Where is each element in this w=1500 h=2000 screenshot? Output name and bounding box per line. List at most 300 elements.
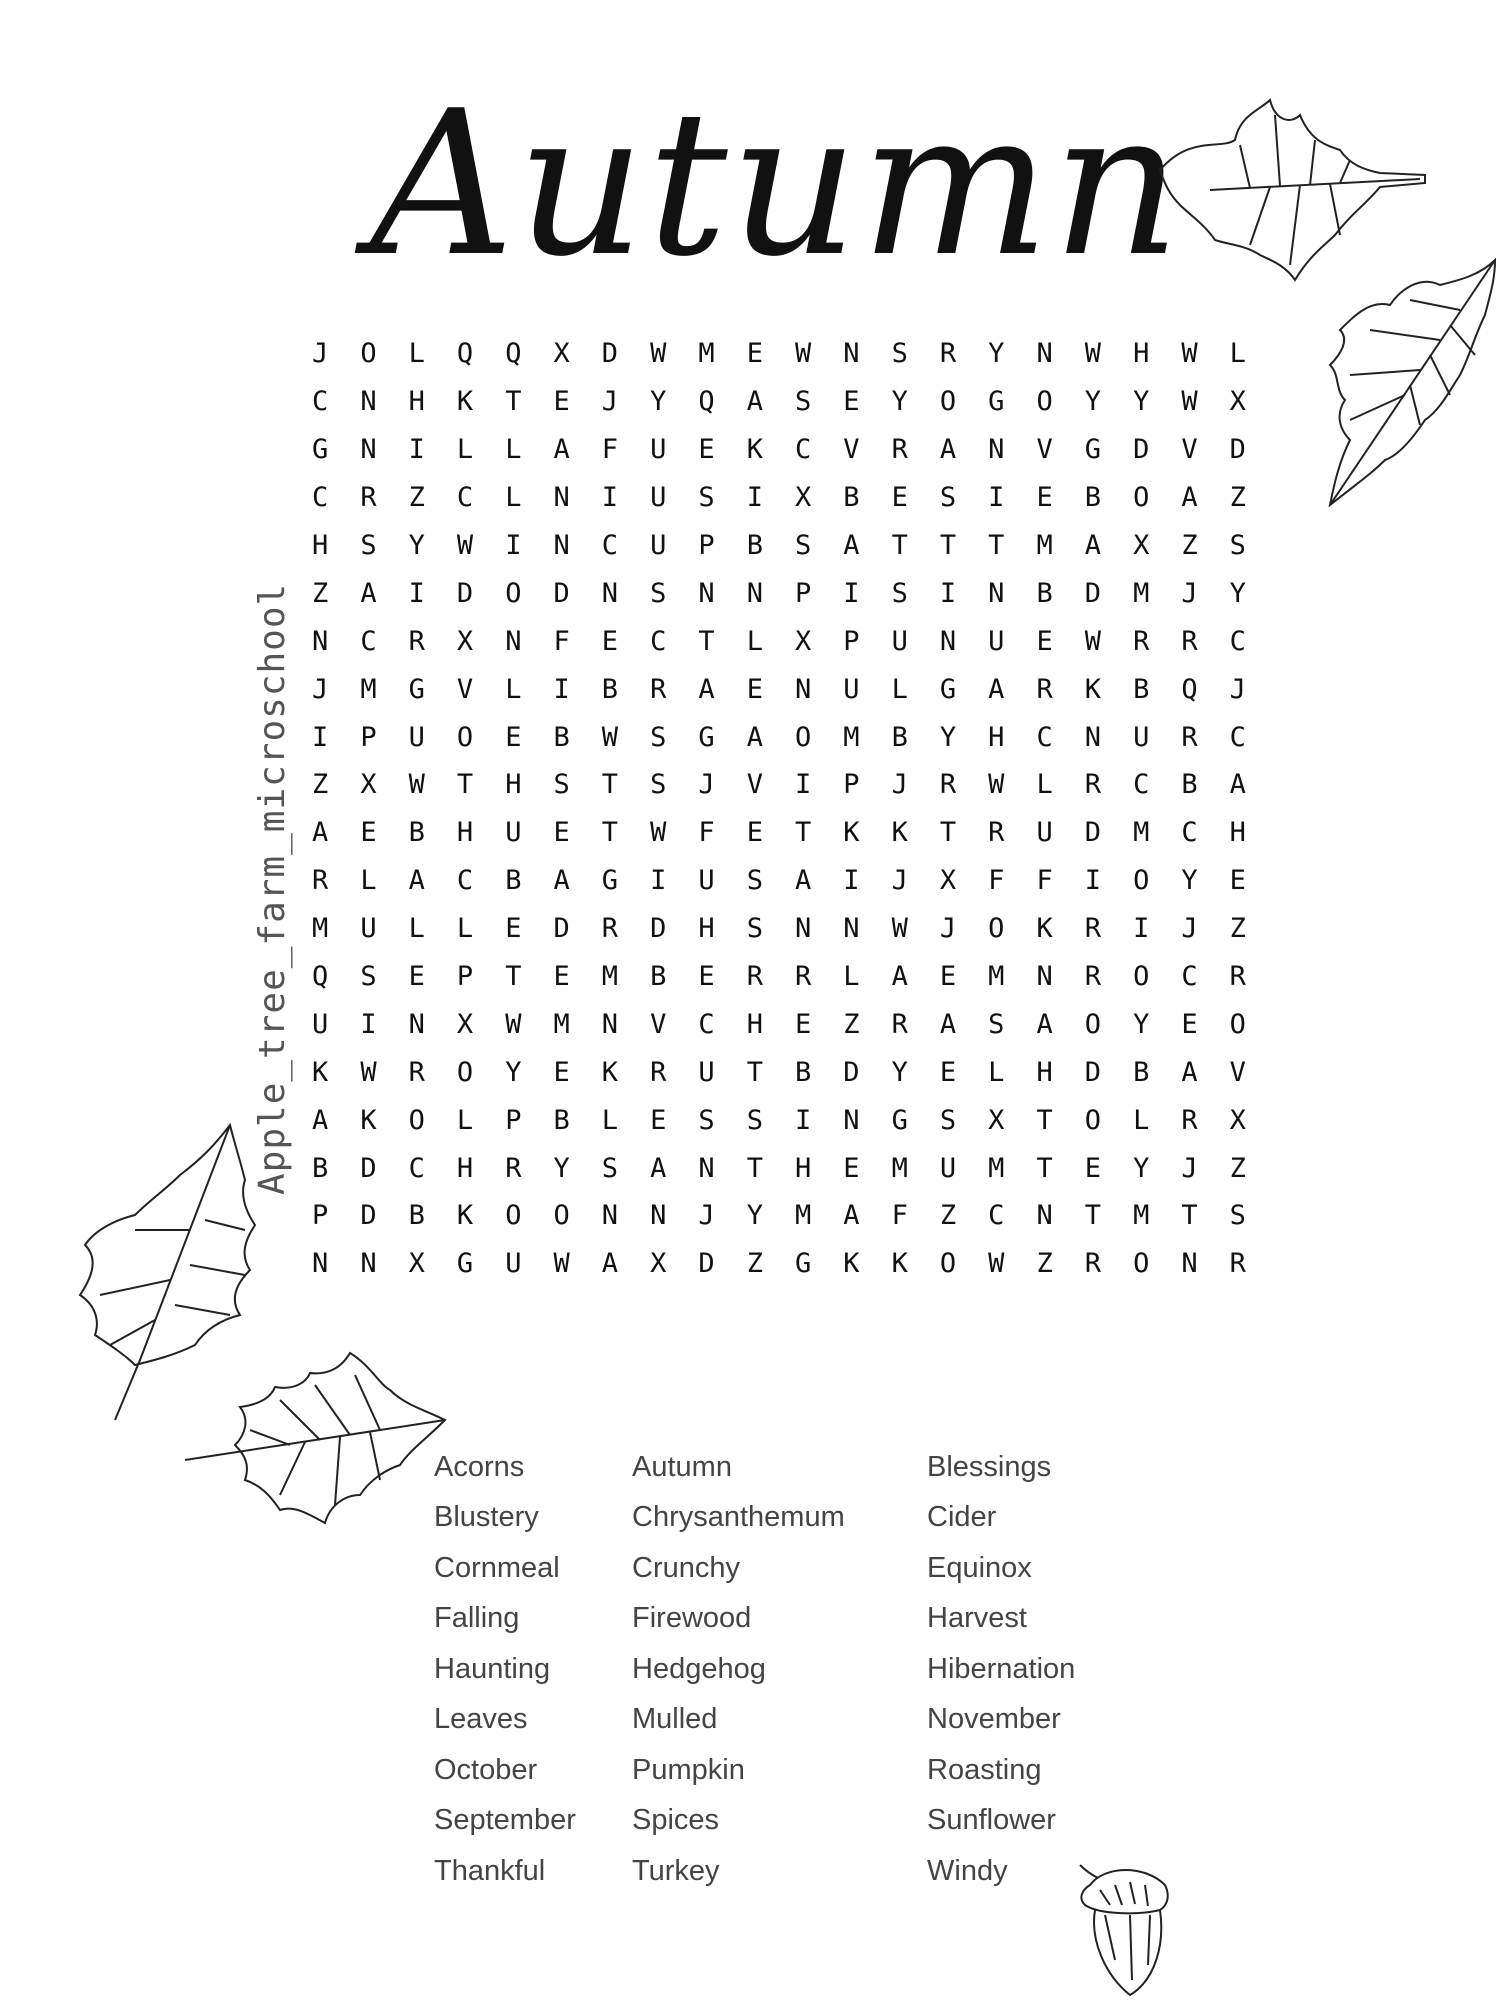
grid-cell: H [505, 769, 522, 801]
word-list-item: Turkey [632, 1854, 720, 1887]
grid-cell: K [1036, 913, 1053, 945]
grid-cell: R [1084, 961, 1102, 993]
grid-cell: B [1133, 673, 1150, 705]
word-list-item: October [434, 1753, 538, 1786]
grid-cell: J [312, 338, 329, 370]
grid-cell: D [601, 338, 619, 370]
grid-cell: C [1036, 721, 1053, 753]
grid-cell: W [794, 338, 812, 370]
grid-cell: O [939, 386, 957, 418]
grid-cell: E [601, 625, 619, 657]
grid-cell: P [843, 625, 860, 657]
grid-cell: E [1084, 1152, 1102, 1184]
grid-cell: S [746, 865, 763, 897]
grid-row [296, 953, 1262, 1001]
grid-cell: U [988, 625, 1005, 657]
word-list-item: Pumpkin [632, 1753, 745, 1786]
grid-cell: R [1084, 1248, 1102, 1280]
grid-cell: M [794, 1200, 812, 1232]
grid-cell: W [1181, 338, 1198, 370]
grid-cell: X [553, 338, 570, 370]
grid-cell: N [843, 1104, 860, 1136]
grid-cell: U [312, 1008, 329, 1040]
grid-cell: K [891, 1248, 908, 1280]
grid-cell: S [794, 386, 812, 418]
word-list-item: Blustery [434, 1501, 539, 1534]
grid-cell: A [1229, 769, 1246, 801]
grid-cell: N [939, 625, 957, 657]
grid-cell: L [456, 434, 474, 466]
grid-cell: T [1084, 1200, 1102, 1232]
grid-cell: S [1229, 1200, 1246, 1232]
grid-cell: D [1133, 434, 1150, 466]
grid-cell: S [988, 1008, 1005, 1040]
grid-cell: G [1084, 434, 1102, 466]
grid-cell: D [1229, 434, 1246, 466]
grid-cell: Z [1181, 530, 1198, 561]
grid-cell: M [1133, 817, 1150, 849]
grid-cell: C [601, 530, 619, 561]
grid-cell: R [939, 338, 957, 370]
grid-cell: S [650, 769, 667, 801]
grid-cell: D [360, 1152, 377, 1184]
grid-cell: O [408, 1104, 425, 1136]
grid-cell: Z [312, 769, 329, 801]
grid-cell: N [843, 913, 860, 945]
grid-row [296, 1000, 1262, 1048]
grid-cell: R [312, 865, 329, 897]
grid-cell: Z [408, 482, 425, 514]
grid-cell: O [553, 1200, 570, 1232]
grid-cell: D [553, 577, 570, 609]
grid-cell: N [360, 1248, 377, 1280]
grid-cell: U [650, 434, 667, 466]
word-list-item: Acorns [434, 1450, 525, 1483]
grid-cell: W [650, 817, 667, 849]
grid-cell: D [1084, 1056, 1102, 1088]
grid-cell: U [505, 1248, 522, 1280]
grid-cell: Q [698, 386, 715, 418]
grid-cell: I [360, 1008, 377, 1040]
grid-cell: L [843, 961, 860, 993]
grid-cell: D [843, 1056, 860, 1088]
word-list-item: Thankful [434, 1854, 546, 1887]
grid-cell: R [360, 482, 377, 514]
grid-cell: E [698, 434, 715, 466]
grid-row [296, 378, 1262, 426]
grid-cell: N [1181, 1248, 1198, 1280]
grid-cell: W [553, 1248, 570, 1280]
grid-cell: A [1036, 1008, 1053, 1040]
grid-cell: E [1229, 865, 1246, 897]
grid-cell: I [794, 1104, 812, 1136]
grid-cell: N [1036, 338, 1053, 370]
acorn-icon [1060, 1860, 1180, 2000]
grid-cell: R [746, 961, 763, 993]
grid-cell: X [939, 865, 957, 897]
grid-cell: Q [1181, 673, 1198, 705]
grid-cell: O [1133, 961, 1150, 993]
grid-cell: P [456, 961, 474, 993]
word-list-row [434, 1493, 1187, 1544]
grid-cell: Y [1229, 577, 1246, 609]
grid-cell: K [1084, 673, 1102, 705]
grid-cell: U [939, 1152, 957, 1184]
grid-cell: G [601, 865, 619, 897]
grid-cell: J [891, 769, 908, 801]
page-title [370, 68, 1183, 310]
grid-cell: U [698, 865, 715, 897]
grid-cell: G [312, 434, 329, 466]
grid-cell: N [1036, 961, 1053, 993]
grid-cell: X [1229, 1104, 1246, 1136]
grid-cell: H [794, 1152, 812, 1184]
word-list-item: Crunchy [632, 1551, 740, 1584]
grid-cell: U [360, 913, 377, 945]
grid-cell: D [698, 1248, 715, 1280]
grid-row [296, 761, 1262, 809]
grid-cell: R [1181, 721, 1198, 753]
word-list-item: Equinox [927, 1551, 1032, 1584]
grid-cell: T [988, 530, 1005, 561]
grid-cell: O [1084, 1008, 1102, 1040]
grid-cell: V [650, 1008, 667, 1040]
grid-cell: J [1181, 913, 1198, 945]
grid-cell: K [456, 386, 474, 418]
grid-cell: N [1084, 721, 1102, 753]
grid-cell: L [505, 434, 522, 466]
grid-cell: K [746, 434, 763, 466]
grid-cell: W [1181, 386, 1198, 418]
grid-cell: H [1229, 817, 1246, 849]
grid-cell: N [988, 434, 1005, 466]
grid-cell: E [650, 1104, 667, 1136]
grid-cell: I [505, 530, 522, 561]
grid-cell: B [601, 673, 619, 705]
grid-cell: W [988, 769, 1005, 801]
grid-cell: N [794, 673, 812, 705]
grid-cell: H [698, 913, 715, 945]
grid-cell: Y [1181, 865, 1198, 897]
grid-cell: N [988, 577, 1005, 609]
grid-cell: C [698, 1008, 715, 1040]
grid-cell: V [456, 673, 474, 705]
grid-cell: F [891, 1200, 908, 1232]
grid-cell: R [891, 1008, 908, 1040]
grid-cell: T [939, 817, 957, 849]
grid-cell: Y [650, 386, 667, 418]
grid-cell: E [891, 482, 908, 514]
grid-cell: P [843, 769, 860, 801]
grid-cell: E [794, 1008, 812, 1040]
grid-cell: Y [553, 1152, 570, 1184]
grid-cell: J [939, 913, 957, 945]
grid-cell: W [1084, 625, 1102, 657]
grid-cell: F [601, 434, 619, 466]
grid-cell: M [312, 913, 329, 945]
grid-cell: U [650, 482, 667, 514]
grid-cell: T [746, 1152, 763, 1184]
grid-cell: E [553, 1056, 570, 1088]
grid-cell: N [553, 482, 570, 514]
grid-cell: C [312, 386, 329, 418]
grid-cell: O [1229, 1008, 1246, 1040]
grid-cell: W [408, 769, 425, 801]
grid-cell: C [360, 625, 377, 657]
grid-cell: B [1133, 1056, 1150, 1088]
grid-cell: E [505, 721, 522, 753]
grid-cell: M [1133, 1200, 1150, 1232]
grid-cell: B [408, 817, 425, 849]
grid-cell: S [939, 482, 957, 514]
grid-row [296, 1144, 1262, 1192]
grid-cell: K [601, 1056, 619, 1088]
word-list [434, 1442, 1187, 1897]
grid-cell: T [601, 769, 619, 801]
grid-cell: A [794, 865, 812, 897]
grid-cell: I [939, 577, 957, 609]
grid-cell: Z [1229, 482, 1246, 514]
grid-cell: R [601, 913, 619, 945]
grid-cell: B [1036, 577, 1053, 609]
grid-cell: O [988, 913, 1005, 945]
word-list-item: Leaves [434, 1703, 528, 1736]
grid-cell: H [1133, 338, 1150, 370]
grid-row [296, 569, 1262, 617]
grid-cell: I [988, 482, 1005, 514]
word-list-item: September [434, 1804, 576, 1837]
grid-cell: V [1181, 434, 1198, 466]
grid-cell: S [360, 530, 377, 561]
grid-cell: P [698, 530, 715, 561]
grid-cell: L [891, 673, 908, 705]
grid-cell: M [601, 961, 619, 993]
grid-cell: S [650, 577, 667, 609]
grid-cell: S [650, 721, 667, 753]
grid-cell: E [746, 817, 763, 849]
grid-cell: X [1229, 386, 1246, 418]
grid-cell: B [891, 721, 908, 753]
grid-cell: Y [891, 386, 908, 418]
grid-cell: O [794, 721, 812, 753]
grid-cell: X [408, 1248, 425, 1280]
grid-cell: T [505, 386, 522, 418]
grid-row [296, 905, 1262, 953]
grid-cell: P [794, 577, 812, 609]
grid-cell: N [312, 625, 329, 657]
grid-cell: O [360, 338, 377, 370]
grid-cell: G [698, 721, 715, 753]
word-list-item: Roasting [927, 1753, 1042, 1786]
grid-cell: M [1036, 530, 1053, 561]
grid-cell: R [1229, 1248, 1246, 1280]
grid-cell: N [601, 1200, 619, 1232]
grid-cell: Z [939, 1200, 957, 1232]
grid-cell: G [939, 673, 957, 705]
grid-cell: U [698, 1056, 715, 1088]
grid-row [296, 330, 1262, 378]
grid-cell: B [553, 721, 570, 753]
grid-cell: L [746, 625, 763, 657]
grid-cell: E [408, 961, 425, 993]
grid-cell: R [408, 1056, 425, 1088]
grid-cell: L [1229, 338, 1246, 370]
grid-cell: R [988, 817, 1005, 849]
grid-cell: B [746, 530, 763, 561]
grid-cell: A [746, 386, 763, 418]
grid-cell: T [456, 769, 474, 801]
grid-cell: L [408, 338, 425, 370]
grid-cell: U [650, 530, 667, 561]
grid-cell: Z [1229, 913, 1246, 945]
grid-cell: S [939, 1104, 957, 1136]
grid-cell: C [1133, 769, 1150, 801]
grid-row [296, 1096, 1262, 1144]
grid-cell: C [794, 434, 812, 466]
grid-cell: S [794, 530, 812, 561]
grid-cell: T [1036, 1104, 1053, 1136]
grid-cell: N [553, 530, 570, 561]
grid-cell: F [988, 865, 1005, 897]
grid-cell: Y [746, 1200, 763, 1232]
grid-cell: M [843, 721, 860, 753]
grid-cell: K [360, 1104, 377, 1136]
grid-cell: C [408, 1152, 425, 1184]
grid-cell: L [456, 913, 474, 945]
grid-cell: A [843, 1200, 860, 1232]
grid-cell: F [1036, 865, 1053, 897]
grid-cell: L [408, 913, 425, 945]
grid-cell: G [988, 386, 1005, 418]
word-list-item: Cornmeal [434, 1551, 560, 1584]
grid-row [296, 1192, 1262, 1240]
grid-cell: A [939, 434, 957, 466]
word-list-row [434, 1745, 1187, 1796]
grid-cell: G [456, 1248, 474, 1280]
grid-cell: E [939, 961, 957, 993]
grid-cell: J [891, 865, 908, 897]
grid-cell: N [794, 913, 812, 945]
grid-cell: P [312, 1200, 329, 1232]
grid-cell: A [891, 961, 908, 993]
word-list-row [434, 1442, 1187, 1493]
grid-cell: O [1133, 482, 1150, 514]
word-search-grid [296, 330, 1262, 1288]
grid-cell: S [360, 961, 377, 993]
grid-cell: V [843, 434, 860, 466]
leaf-right-icon [1310, 245, 1500, 515]
word-list-item: Haunting [434, 1652, 551, 1685]
grid-cell: Y [1133, 1008, 1150, 1040]
grid-row [296, 522, 1262, 570]
grid-cell: Y [891, 1056, 908, 1088]
word-list-item: November [927, 1703, 1061, 1736]
grid-cell: C [1181, 961, 1198, 993]
grid-cell: U [891, 625, 908, 657]
grid-cell: X [456, 625, 474, 657]
grid-cell: T [746, 1056, 763, 1088]
grid-row [296, 713, 1262, 761]
grid-cell: O [505, 1200, 522, 1232]
grid-cell: L [505, 673, 522, 705]
grid-cell: H [456, 1152, 474, 1184]
grid-row [296, 1048, 1262, 1096]
grid-cell: C [312, 482, 329, 514]
word-list-item: Chrysanthemum [632, 1501, 845, 1534]
grid-cell: O [456, 1056, 474, 1088]
grid-cell: T [1181, 1200, 1198, 1232]
grid-cell: O [1133, 1248, 1150, 1280]
grid-cell: I [650, 865, 667, 897]
grid-cell: L [1036, 769, 1053, 801]
word-list-item: Windy [927, 1854, 1008, 1887]
grid-cell: E [360, 817, 377, 849]
grid-cell: E [939, 1056, 957, 1088]
word-list-item: Sunflower [927, 1804, 1056, 1837]
grid-cell: R [1084, 913, 1102, 945]
word-list-item: Mulled [632, 1703, 718, 1736]
grid-cell: R [650, 1056, 667, 1088]
grid-cell: J [1229, 673, 1246, 705]
grid-cell: X [794, 482, 812, 514]
grid-cell: X [794, 625, 812, 657]
grid-cell: C [1229, 721, 1246, 753]
grid-cell: U [1036, 817, 1053, 849]
grid-cell: J [312, 673, 329, 705]
grid-cell: K [843, 817, 860, 849]
grid-cell: S [1229, 530, 1246, 561]
grid-cell: S [746, 913, 763, 945]
grid-cell: W [360, 1056, 377, 1088]
grid-cell: E [553, 961, 570, 993]
word-list-row [434, 1796, 1187, 1847]
grid-cell: A [1084, 530, 1102, 561]
grid-cell: Z [843, 1008, 860, 1040]
grid-cell: Z [1229, 1152, 1246, 1184]
grid-cell: H [408, 386, 425, 418]
grid-cell: N [698, 577, 715, 609]
grid-cell: E [505, 913, 522, 945]
grid-cell: T [698, 625, 715, 657]
grid-cell: L [505, 482, 522, 514]
grid-cell: X [360, 769, 377, 801]
grid-cell: B [408, 1200, 425, 1232]
grid-cell: U [408, 721, 425, 753]
grid-cell: B [312, 1152, 329, 1184]
grid-cell: V [746, 769, 763, 801]
grid-cell: S [698, 1104, 715, 1136]
grid-cell: M [988, 961, 1005, 993]
grid-cell: C [988, 1200, 1005, 1232]
grid-cell: A [601, 1248, 619, 1280]
grid-cell: W [601, 721, 619, 753]
grid-cell: N [650, 1200, 667, 1232]
grid-cell: H [746, 1008, 763, 1040]
grid-cell: Q [456, 338, 474, 370]
grid-cell: Y [988, 338, 1005, 370]
grid-cell: L [456, 1104, 474, 1136]
grid-cell: S [891, 338, 908, 370]
grid-cell: A [650, 1152, 667, 1184]
title-text: Autumn [370, 68, 1183, 301]
word-list-item: Autumn [632, 1450, 732, 1483]
grid-cell: B [843, 482, 860, 514]
grid-cell: M [1133, 577, 1150, 609]
grid-cell: Y [1133, 1152, 1150, 1184]
grid-cell: N [1036, 1200, 1053, 1232]
grid-cell: M [988, 1152, 1005, 1184]
grid-cell: Z [746, 1248, 763, 1280]
